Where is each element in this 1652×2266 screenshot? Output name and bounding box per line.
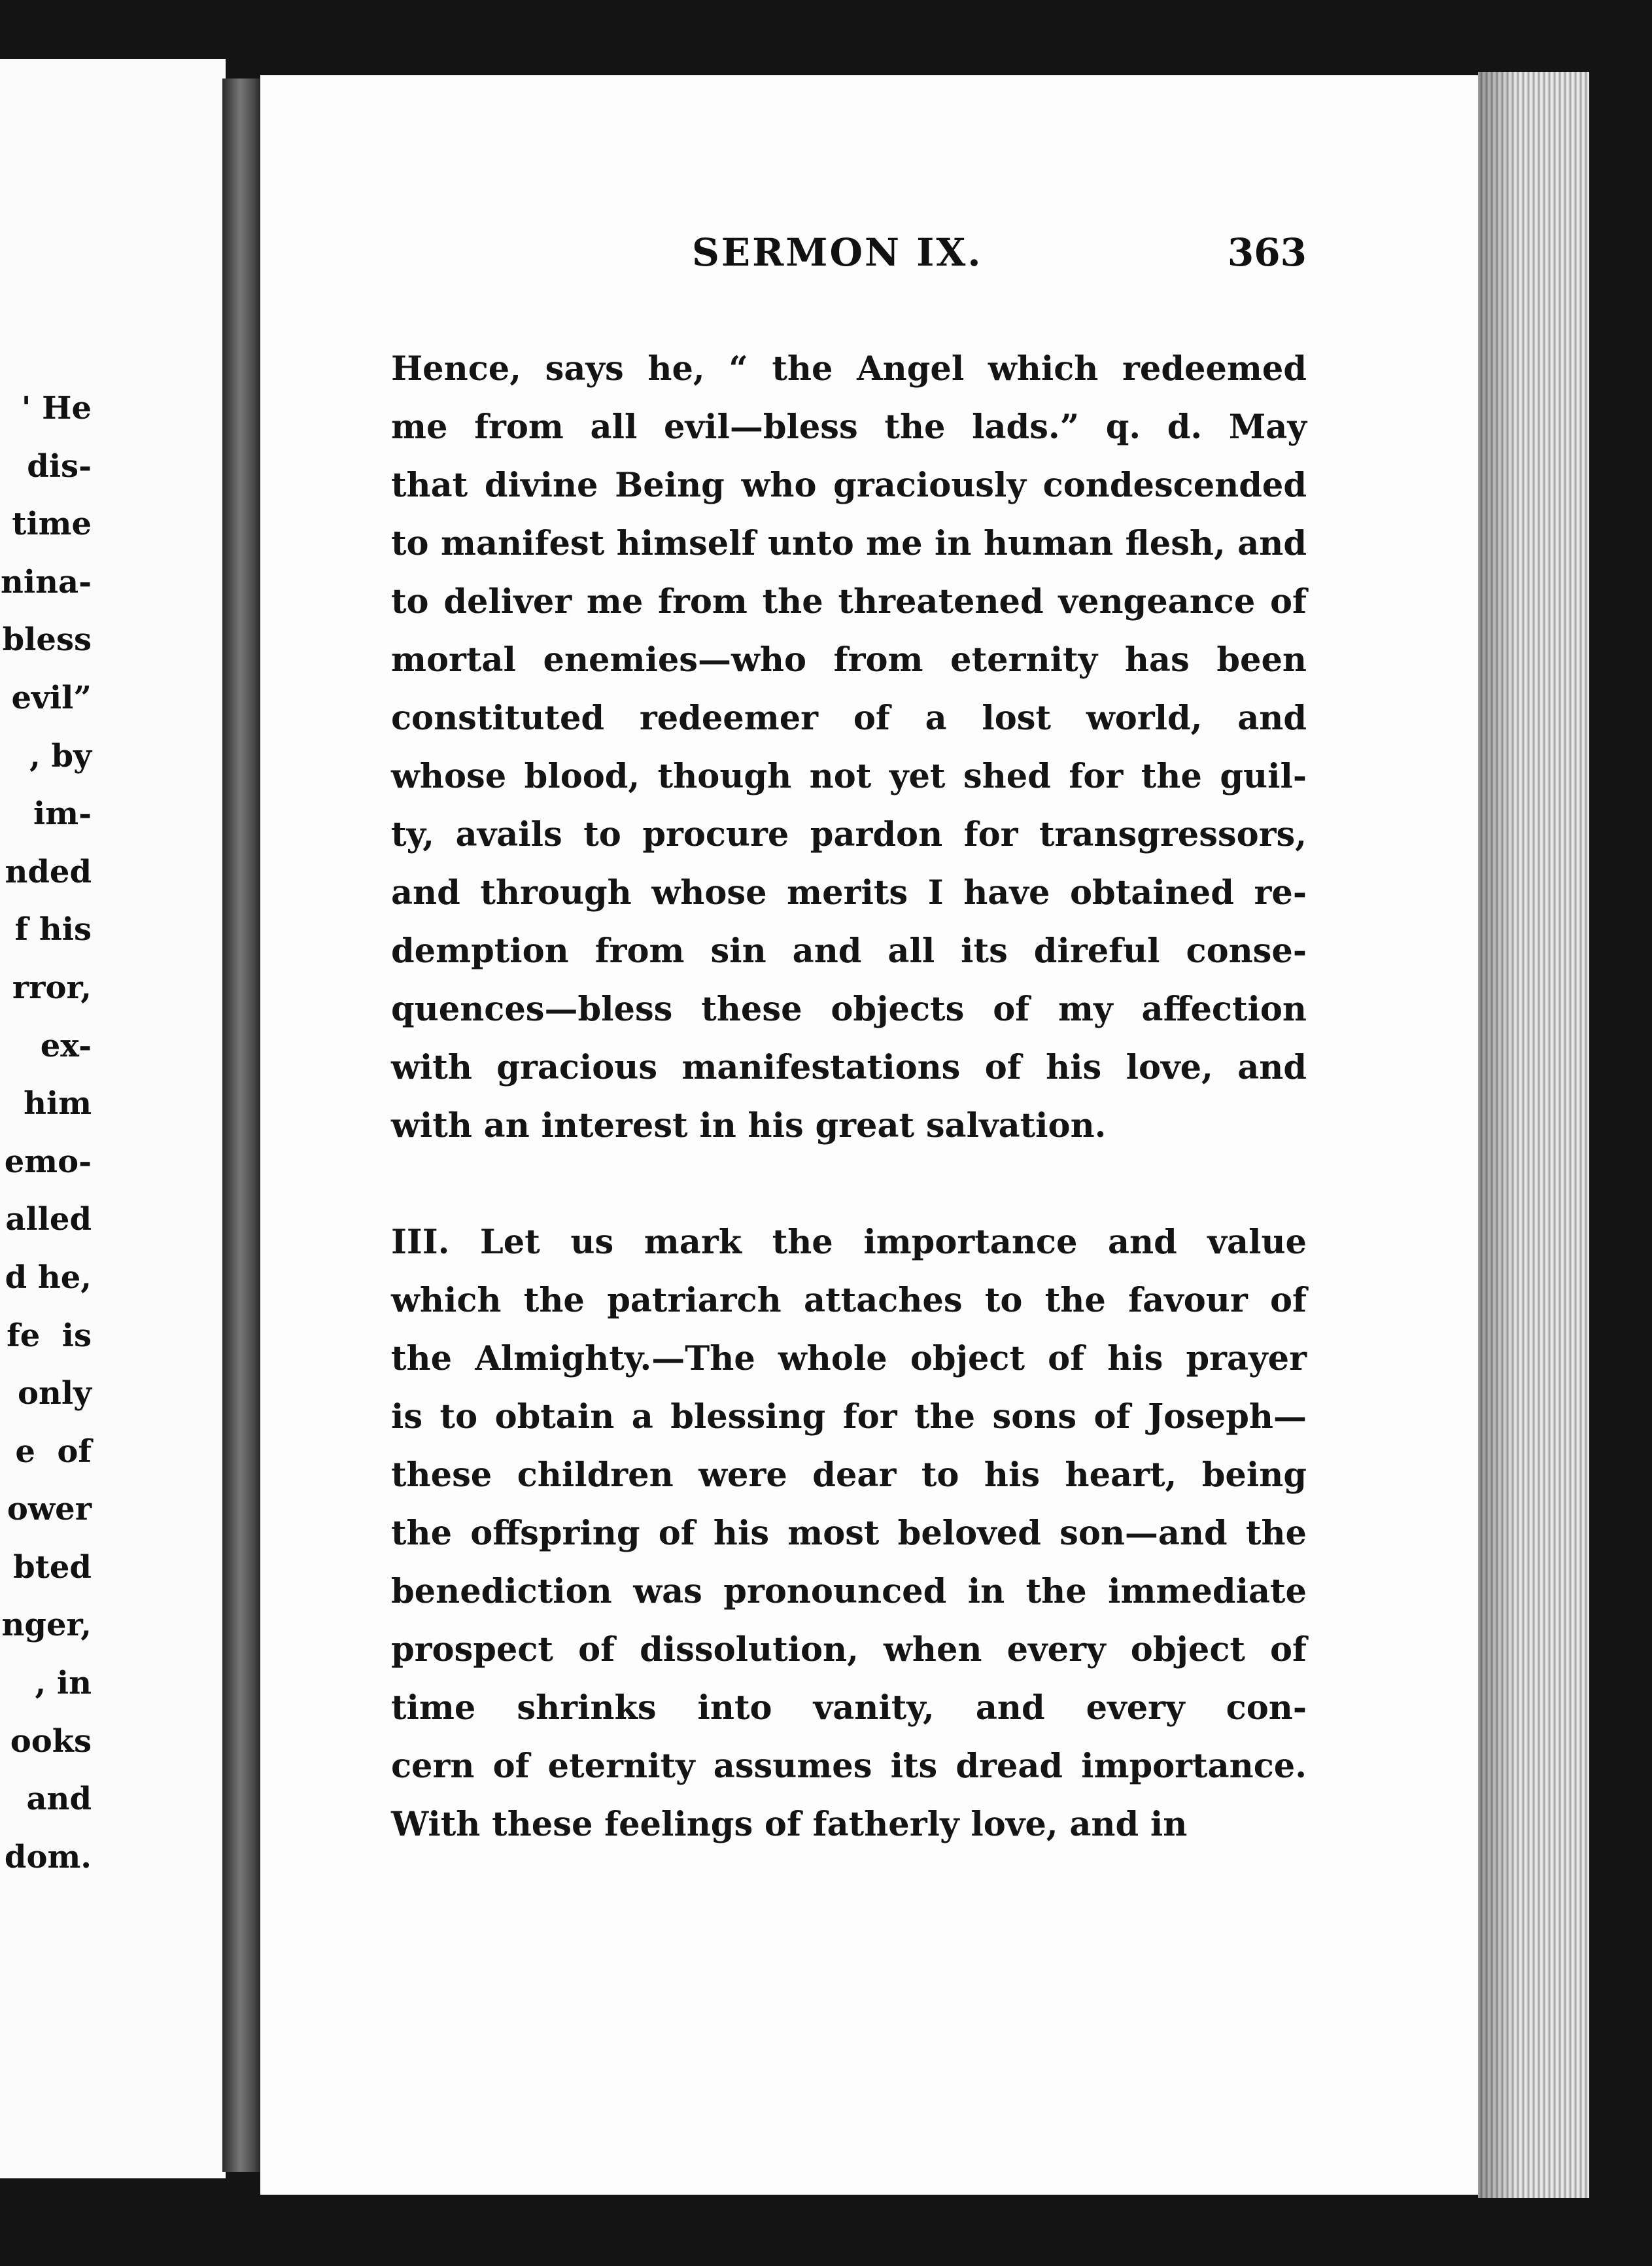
text-line: With these feelings of fatherly love, and in — [391, 1805, 1188, 1844]
previous-page-fragment: d he, — [5, 1259, 92, 1296]
text-line: quences—bless these objects of my affection — [391, 990, 1307, 1029]
paragraph-gap — [391, 1155, 1307, 1213]
text-line: the offspring of his most beloved son—and the — [391, 1514, 1307, 1553]
text-line: that divine Being who graciously condescended — [391, 466, 1307, 505]
previous-page-fragment: nded — [5, 853, 92, 890]
previous-page-fragment: im- — [33, 795, 92, 833]
previous-page-fragment: only — [17, 1375, 92, 1412]
paragraph-section-iii — [391, 1213, 1307, 1854]
text-line: is to obtain a blessing for the sons of Joseph— — [391, 1397, 1307, 1437]
previous-page-fragment: bless — [2, 621, 92, 659]
previous-page-fragment: ooks — [10, 1722, 92, 1760]
body-text — [391, 340, 1307, 1854]
previous-page-fragment: evil” — [11, 679, 92, 716]
previous-page-fragment: nina- — [0, 563, 92, 601]
text-line: which the patriarch attaches to the favour of — [391, 1281, 1307, 1320]
previous-page-fragment: nger, — [1, 1607, 92, 1644]
text-line: cern of eternity assumes its dread importance. — [391, 1747, 1307, 1786]
previous-page-fragment: bted — [13, 1548, 92, 1586]
previous-page-fragment: dom. — [4, 1838, 92, 1875]
previous-page-fragment: fe is — [7, 1317, 92, 1354]
text-line: ty, avails to procure pardon for transgressors, — [391, 815, 1307, 854]
text-line: whose blood, though not yet shed for the guil- — [391, 757, 1307, 796]
text-line: these children were dear to his heart, being — [391, 1455, 1307, 1495]
previous-page-fragment: him — [24, 1085, 92, 1123]
text-line: Hence, says he, “ the Angel which redeemed — [391, 349, 1307, 389]
running-head — [391, 230, 1307, 283]
previous-page-fragment: time — [12, 506, 92, 543]
text-line: with an interest in his great salvation. — [391, 1106, 1107, 1145]
previous-page-fragment: ex- — [40, 1027, 92, 1064]
text-line: to manifest himself unto me in human flesh, and — [391, 524, 1307, 563]
text-line: constituted redeemer of a lost world, and — [391, 699, 1307, 738]
previous-page-fragment: dis- — [27, 447, 92, 485]
previous-page-fragment: alled — [5, 1201, 92, 1238]
previous-page-fragment: emo- — [4, 1143, 92, 1180]
previous-page-fragment: f his — [14, 911, 92, 949]
previous-page — [0, 59, 226, 2178]
text-line: time shrinks into vanity, and every con- — [391, 1688, 1307, 1728]
previous-page-fragment: e of — [15, 1433, 92, 1470]
book-gutter — [222, 78, 262, 2172]
previous-page-fragment: ower — [7, 1491, 92, 1528]
text-line: benediction was pronounced in the immediate — [391, 1572, 1307, 1611]
text-line: to deliver me from the threatened vengeance of — [391, 582, 1307, 621]
page-number: 363 — [1227, 230, 1307, 275]
text-line: with gracious manifestations of his love, and — [391, 1048, 1307, 1087]
text-line: and through whose merits I have obtained re- — [391, 873, 1307, 913]
text-line: the Almighty.—The whole object of his prayer — [391, 1339, 1307, 1378]
previous-page-fragment: ' He — [21, 390, 92, 427]
previous-page-fragment: , by — [29, 737, 92, 775]
text-line: demption from sin and all its direful conse- — [391, 932, 1307, 971]
previous-page-text-fragments — [0, 379, 92, 1886]
text-line: III. Let us mark the importance and value — [391, 1223, 1307, 1262]
previous-page-fragment: , in — [35, 1665, 92, 1702]
paragraph-redemption-blessing — [391, 340, 1307, 1155]
text-line: me from all evil—bless the lads.” q. d. May — [391, 408, 1307, 447]
running-title: SERMON IX. — [692, 230, 983, 275]
text-line: mortal enemies—who from eternity has been — [391, 640, 1307, 680]
page-edges-shadow — [1478, 72, 1517, 2198]
previous-page-fragment: rror, — [12, 969, 92, 1006]
previous-page-fragment: and — [26, 1781, 92, 1818]
text-line: prospect of dissolution, when every object of — [391, 1630, 1307, 1669]
